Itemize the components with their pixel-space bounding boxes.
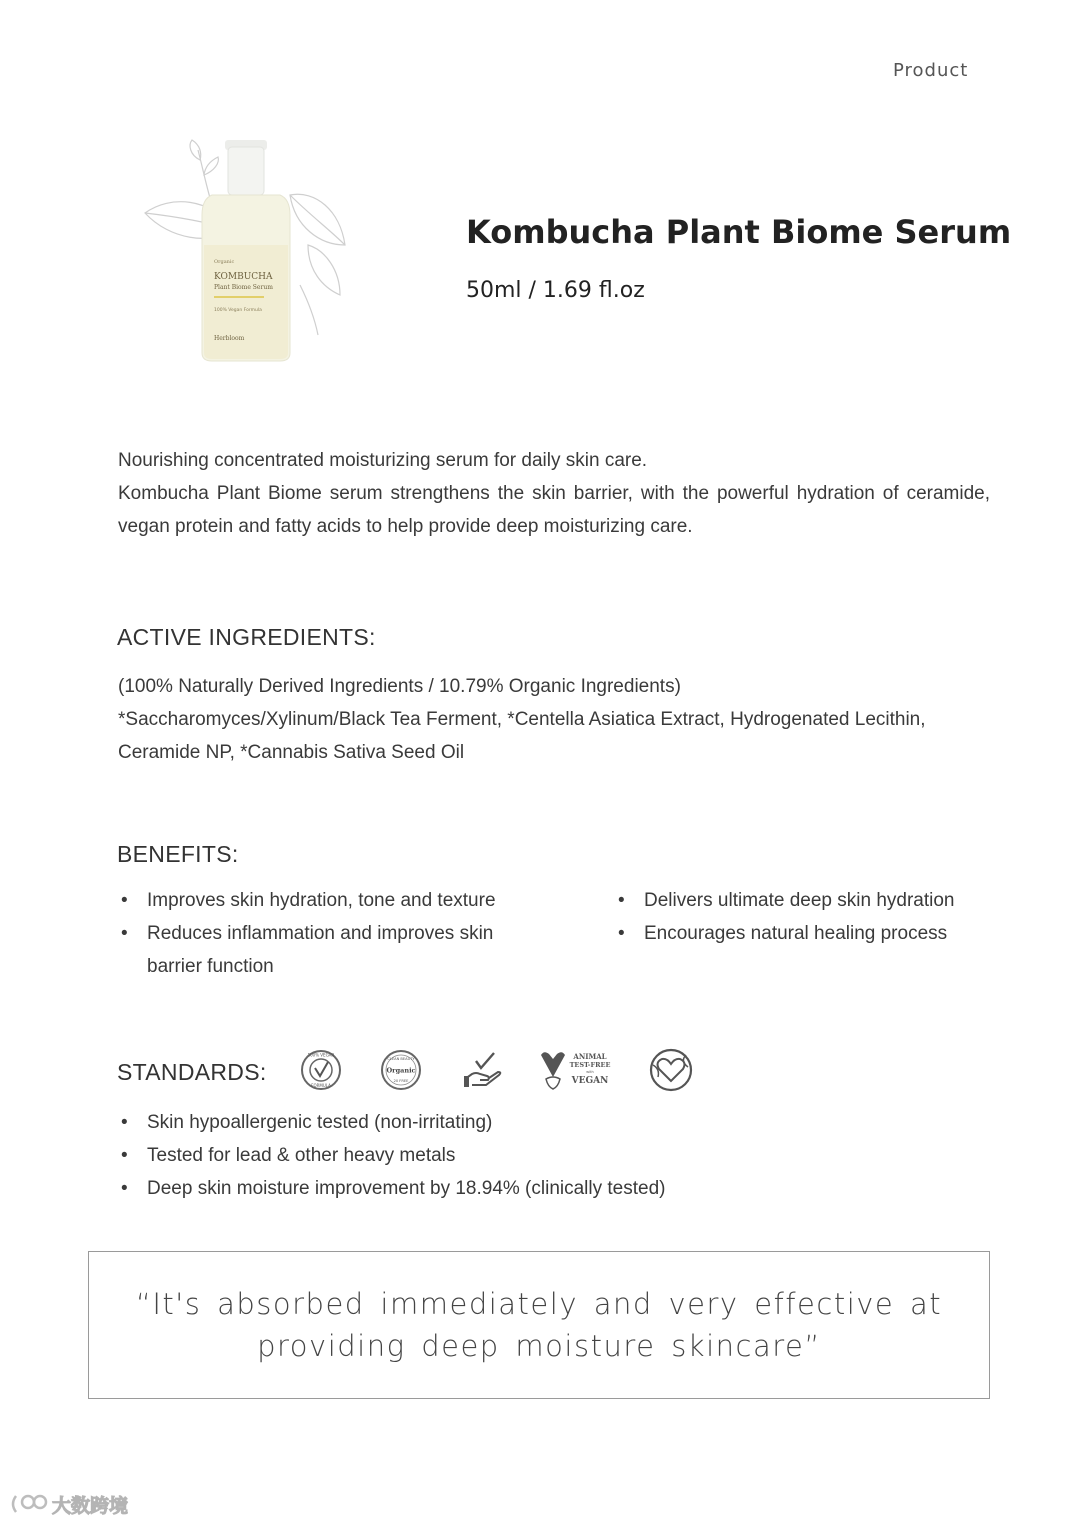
list-item-text: Tested for lead & other heavy metals xyxy=(147,1145,456,1166)
badge-text: CLEAN BEAUTY xyxy=(387,1057,415,1061)
bottle-text-organic: Organic xyxy=(214,259,235,265)
list-item xyxy=(118,1106,818,1139)
vegan-formula-badge-icon xyxy=(300,1047,342,1093)
quote-line-1: “It's absorbed immediately and very effective at xyxy=(135,1287,943,1321)
list-item-text: Encourages natural healing process xyxy=(644,923,948,944)
list-item xyxy=(615,917,1015,950)
product-title: Kombucha Plant Biome Serum xyxy=(466,213,1012,251)
list-item-text: Delivers ultimate deep skin hydration xyxy=(644,890,955,911)
benefits-left-list xyxy=(118,884,538,983)
ingredients-heading: ACTIVE INGREDIENTS: xyxy=(117,624,376,650)
bullet: • xyxy=(121,1145,128,1166)
list-item-text: Reduces inflammation and improves skin barrier function xyxy=(147,923,494,977)
bullet: • xyxy=(618,890,625,911)
bottle-text-brand: Herbloom xyxy=(214,335,245,342)
list-item xyxy=(118,917,538,983)
bullet: • xyxy=(618,923,625,944)
animal-test-free-vegan-icon xyxy=(538,1047,614,1093)
watermark-text: 大数跨境 xyxy=(52,1494,129,1517)
watermark-logo-icon xyxy=(8,1490,48,1518)
product-description xyxy=(118,444,990,543)
bullet: • xyxy=(121,1178,128,1199)
ingredients-text xyxy=(118,670,990,769)
ingredients-line-1: (100% Naturally Derived Ingredients / 10.79% Organic Ingredients) xyxy=(118,676,681,697)
badge-text: FORMULA xyxy=(311,1083,331,1088)
list-item-text: Skin hypoallergenic tested (non-irritating) xyxy=(147,1112,493,1133)
badge-text: Organic xyxy=(386,1066,416,1075)
standards-heading: STANDARDS: xyxy=(117,1059,267,1085)
clean-beauty-organic-badge-icon xyxy=(380,1047,422,1093)
benefits-heading: BENEFITS: xyxy=(117,841,239,867)
bottle-text-vegan: 100% Vegan Formula xyxy=(214,308,262,313)
list-item xyxy=(118,1172,818,1205)
bottle-text-serum: Plant Biome Serum xyxy=(214,284,273,291)
list-item xyxy=(118,884,538,917)
badge-text: with xyxy=(586,1070,594,1074)
description-line-1: Nourishing concentrated moisturizing serum for daily skin care. xyxy=(118,450,648,471)
ingredients-line-2: *Saccharomyces/Xylinum/Black Tea Ferment, *Centella Asiatica Extract, Hydrogenated Lecithin, Ceramide NP, *Cannabis Sativa Seed Oil xyxy=(118,709,926,763)
bottle-text-kombucha: KOMBUCHA xyxy=(214,272,273,282)
badge-text: VEGAN xyxy=(571,1076,609,1086)
benefits-right-list xyxy=(615,884,1015,950)
list-item xyxy=(118,1139,818,1172)
badge-text: 100% VEGAN xyxy=(307,1052,335,1058)
list-item-text: Deep skin moisture improvement by 18.94% (clinically tested) xyxy=(147,1178,666,1199)
badge-text: TEST-FREE xyxy=(569,1061,611,1069)
header-label: Product xyxy=(893,60,969,81)
badge-text: 20 FREE xyxy=(393,1079,409,1083)
hand-check-icon xyxy=(462,1047,504,1093)
watermark xyxy=(8,1488,128,1520)
testimonial-quote-box xyxy=(88,1251,990,1399)
product-size: 50ml / 1.69 fl.oz xyxy=(466,278,645,303)
standards-list xyxy=(118,1106,818,1205)
bullet: • xyxy=(121,923,128,944)
badge-text: ANIMAL xyxy=(573,1052,607,1061)
list-item-text: Improves skin hydration, tone and texture xyxy=(147,890,496,911)
bullet: • xyxy=(121,890,128,911)
list-item xyxy=(615,884,1015,917)
product-image xyxy=(140,135,355,370)
bullet: • xyxy=(121,1112,128,1133)
quote-line-2: providing deep moisture skincare” xyxy=(257,1329,821,1363)
description-line-2: Kombucha Plant Biome serum strengthens the skin barrier, with the powerful hydration of ceramide, vegan protein and fatty acids to help provide deep moisturizing care. xyxy=(118,483,990,537)
heart-earth-icon xyxy=(648,1047,694,1093)
